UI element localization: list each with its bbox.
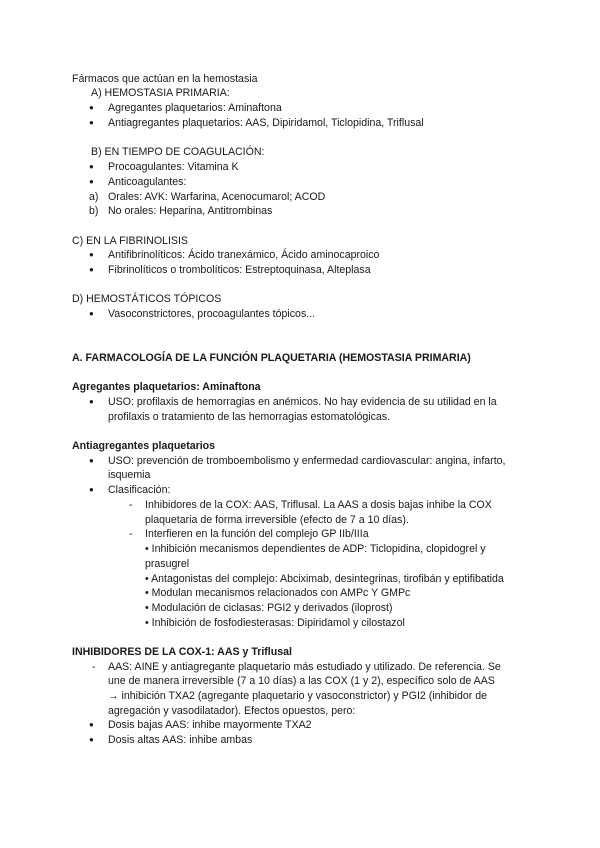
list-item: ● Dosis altas AAS: inhibe ambas [108, 733, 252, 748]
sub-sub-item: • Inhibición mecanismos dependientes de ADP: Ticlopidina, clopidogrel y [145, 543, 486, 555]
sub-sub-item-continuation: prasugrel [145, 558, 190, 570]
section-title: A. FARMACOLOGÍA DE LA FUNCIÓN PLAQUETARIA (HEMOSTASIA PRIMARIA) [72, 352, 471, 364]
sub-list-item: - Inhibidores de la COX: AAS, Triflusal. La AAS a dosis bajas inhibe la COX [145, 498, 492, 513]
subsection-heading-cox1: INHIBIDORES DE LA COX-1: AAS y Triflusal [72, 646, 292, 658]
section-heading-fibrinolisis: C) EN LA FIBRINOLISIS [72, 235, 188, 247]
list-item: ● Procoagulantes: Vitamina K [108, 160, 239, 175]
list-item-continuation: agregación y vasodilatador). Efectos opuestos, pero: [108, 705, 356, 717]
sub-sub-item: • Modulación de ciclasas: PGI2 y derivados (iloprost) [145, 602, 393, 614]
list-item: ● USO: prevención de tromboembolismo y enfermedad cardiovascular: angina, infarto, [108, 454, 505, 469]
list-marker: a) [89, 191, 99, 203]
list-item: ● Anticoagulantes: [108, 175, 186, 190]
list-item: No orales: Heparina, Antitrombinas [108, 205, 273, 217]
list-item-continuation: profilaxis o tratamiento de las hemorragias estomatológicas. [108, 411, 391, 423]
list-item: ● Dosis bajas AAS: inhibe mayormente TXA2 [108, 718, 312, 733]
document-title: Fármacos que actúan en la hemostasia [72, 73, 258, 85]
section-heading-coagulacion: B) EN TIEMPO DE COAGULACIÓN: [91, 146, 265, 158]
sub-sub-item: • Inhibición de fosfodiesterasas: Dipiridamol y cilostazol [145, 617, 405, 629]
list-item: ● Clasificación: [108, 483, 170, 498]
sub-sub-item: • Modulan mecanismos relacionados con AMPc Y GMPc [145, 587, 411, 599]
list-marker: b) [89, 205, 99, 217]
list-item: Orales: AVK: Warfarina, Acenocumarol; ACOD [108, 191, 326, 203]
section-heading-primaria: A) HEMOSTASIA PRIMARIA: [91, 87, 230, 99]
list-item: ● Vasoconstrictores, procoagulantes tópicos... [108, 307, 315, 322]
list-item: - AAS: AINE y antiagregante plaquetario más estudiado y utilizado. De referencia. Se [108, 660, 501, 675]
list-item-continuation: → inhibición TXA2 (agregante plaquetario y vasoconstrictor) y PGI2 (inhibidor de [108, 690, 488, 702]
section-heading-topicos: D) HEMOSTÁTICOS TÓPICOS [72, 293, 222, 305]
list-item: ● USO: profilaxis de hemorragias en anémicos. No hay evidencia de su utilidad en la [108, 395, 497, 410]
list-item: ● Agregantes plaquetarios: Aminaftona [108, 101, 282, 116]
sub-list-item-continuation: plaquetaria de forma irreversible (efecto de 7 a 10 días). [145, 514, 409, 526]
subsection-heading-antiagregantes: Antiagregantes plaquetarios [72, 440, 216, 452]
list-item: ● Fibrinolíticos o trombolíticos: Estreptoquinasa, Alteplasa [108, 263, 371, 278]
subsection-heading-agregantes: Agregantes plaquetarios: Aminaftona [72, 381, 261, 393]
list-item: ● Antifibrinolíticos: Ácido tranexámico, Ácido aminocaproico [108, 248, 379, 263]
sub-sub-item: • Antagonistas del complejo: Abciximab, desintegrinas, tirofibán y eptifibatida [145, 573, 504, 585]
list-item-continuation: isquemia [108, 469, 151, 481]
sub-list-item: - Interfieren en la función del complejo GP IIb/IIIa [145, 527, 369, 542]
list-item: ● Antiagregantes plaquetarios: AAS, Dipiridamol, Ticlopidina, Triflusal [108, 116, 424, 131]
list-item-continuation: une de manera irreversible (7 a 10 días) a las COX (1 y 2), específico solo de AAS [108, 675, 495, 687]
